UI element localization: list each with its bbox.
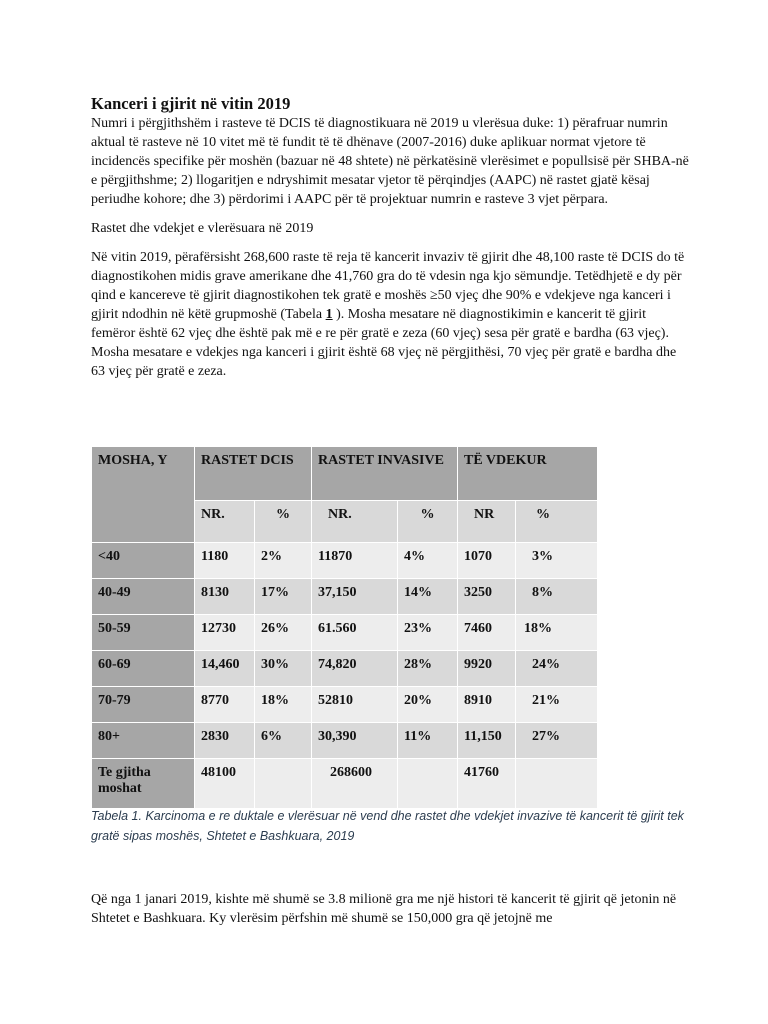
cell-dcis-pct: 30% [255, 651, 312, 687]
cell-dcis-nr: 14,460 [195, 651, 255, 687]
table-reference-link[interactable]: 1 [325, 307, 333, 322]
table-row [92, 651, 598, 687]
cell-deaths-pct: 24% [516, 651, 598, 687]
document-body [91, 94, 691, 381]
cell-dcis-nr: 12730 [195, 615, 255, 651]
paragraph-estimates-text-a: Në vitin 2019, përafërsisht 268,600 raste të reja të kancerit invaziv të gjirit dhe 48,100 raste të DCIS do të diagnostikohen midis grave amerikane dhe 41,760 gra do të vdesin nga kjo sëmundje. Tetëdhjetë e dy për qind e kancereve të gjirit diagnostikohen tek gratë e moshës ≥50 vjeç dhe 90% e vdekjeve nga kanceri i gjirit ndodhin në këtë grupmoshë (Tabela [91, 250, 685, 322]
cell-invasive-nr: 37,150 [312, 579, 398, 615]
cell-dcis-nr: 8770 [195, 687, 255, 723]
paragraph-estimates [91, 248, 691, 381]
cell-age: 60-69 [92, 651, 195, 687]
cell-dcis-pct: 6% [255, 723, 312, 759]
header-age: MOSHA, Y [92, 447, 195, 543]
cell-deaths-pct: 3% [516, 543, 598, 579]
table-row [92, 579, 598, 615]
subheader-invasive-nr: NR. [312, 501, 398, 543]
cell-dcis-nr: 2830 [195, 723, 255, 759]
document-title: Kanceri i gjirit në vitin 2019 [91, 94, 291, 113]
document-continuation [91, 890, 691, 928]
header-deaths: TË VDEKUR [458, 447, 598, 501]
cell-deaths-pct: 21% [516, 687, 598, 723]
cell-invasive-pct: 20% [398, 687, 458, 723]
paragraph-estimates-text-b: ). Mosha mesatare në diagnostikimin e kancerit të gjirit femëror është 62 vjeç dhe është pak më e re për gratë e zeza (60 vjeç) sesa për gratë e bardha (63 vjeç). Mosha mesatare e vdekjes nga kanceri i gjirit është 68 vjeç në përgjithësi, 70 vjeç për gratë e bardha dhe 63 vjeç për gratë e zeza. [91, 307, 677, 379]
cell-age: <40 [92, 543, 195, 579]
cell-invasive-pct: 28% [398, 651, 458, 687]
cell-dcis-pct: 18% [255, 687, 312, 723]
cell-deaths-pct: 27% [516, 723, 598, 759]
table-row [92, 687, 598, 723]
table-row [92, 615, 598, 651]
paragraph-methodology: Numri i përgjithshëm i rasteve të DCIS të diagnostikuara në 2019 u vlerësua duke: 1) përafruar numrin aktual të rasteve në 10 vitet më të fundit të të dhënave (2007-2016) duke aplikuar normat vjetore të incidencës specifike për moshën (bazuar në 48 shtete) në përkatësinë vlerësimet e popullsisë për SHBA-në e përgjithshme; 2) llogaritjen e ndryshimit mesatar vjetor të përqindjes (AAPC) në rastet gjatë kësaj periudhe kohore; dhe 3) përdorimi i AAPC për të projektuar numrin e rasteve 3 vjet përpara. [91, 116, 689, 207]
table-caption: Tabela 1. Karcinoma e re duktale e vlerësuar në vend dhe rastet dhe vdekjet invazive të kancerit të gjirit tek gratë sipas moshës, Shtetet e Bashkuara, 2019 [91, 809, 684, 843]
cell-dcis-pct: 17% [255, 579, 312, 615]
cell-deaths-nr: 8910 [458, 687, 516, 723]
cell-invasive-nr: 30,390 [312, 723, 398, 759]
header-dcis: RASTET DCIS [195, 447, 312, 501]
cell-total-label: Te gjitha moshat [92, 759, 195, 809]
cell-total-deaths: 41760 [458, 759, 516, 809]
cell-age: 50-59 [92, 615, 195, 651]
cell-total-dcis: 48100 [195, 759, 255, 809]
cell-invasive-nr: 74,820 [312, 651, 398, 687]
cell-empty [516, 759, 598, 809]
cell-invasive-pct: 4% [398, 543, 458, 579]
subheader-dcis-pct: % [255, 501, 312, 543]
cell-dcis-pct: 2% [255, 543, 312, 579]
cell-deaths-pct: 8% [516, 579, 598, 615]
cell-invasive-nr: 11870 [312, 543, 398, 579]
header-invasive: RASTET INVASIVE [312, 447, 458, 501]
cell-age: 70-79 [92, 687, 195, 723]
cell-invasive-pct: 23% [398, 615, 458, 651]
cell-invasive-nr: 52810 [312, 687, 398, 723]
cell-dcis-nr: 1180 [195, 543, 255, 579]
cell-invasive-nr: 61.560 [312, 615, 398, 651]
paragraph-survivors: Që nga 1 janari 2019, kishte më shumë se 3.8 milionë gra me një histori të kancerit të gjirit që jetonin në Shtetet e Bashkuara. Ky vlerësim përfshin më shumë se 150,000 gra që jetojnë me [91, 892, 677, 926]
cell-deaths-pct: 18% [516, 615, 598, 651]
cell-deaths-nr: 1070 [458, 543, 516, 579]
subheader-invasive-pct: % [398, 501, 458, 543]
cell-dcis-nr: 8130 [195, 579, 255, 615]
subheader-dcis-nr: NR. [195, 501, 255, 543]
cell-invasive-pct: 14% [398, 579, 458, 615]
cell-total-invasive: 268600 [312, 759, 398, 809]
table-row [92, 723, 598, 759]
cell-empty [255, 759, 312, 809]
cancer-statistics-table [91, 446, 598, 809]
cell-deaths-nr: 11,150 [458, 723, 516, 759]
cell-deaths-nr: 3250 [458, 579, 516, 615]
subheader-deaths-pct: % [516, 501, 598, 543]
cell-dcis-pct: 26% [255, 615, 312, 651]
subheader-deaths-nr: NR [458, 501, 516, 543]
section-subheading: Rastet dhe vdekjet e vlerësuara në 2019 [91, 221, 314, 236]
table-row [92, 543, 598, 579]
cell-invasive-pct: 11% [398, 723, 458, 759]
cell-deaths-nr: 9920 [458, 651, 516, 687]
table-row-total [92, 759, 598, 809]
cell-deaths-nr: 7460 [458, 615, 516, 651]
cell-age: 80+ [92, 723, 195, 759]
cell-empty [398, 759, 458, 809]
cell-age: 40-49 [92, 579, 195, 615]
